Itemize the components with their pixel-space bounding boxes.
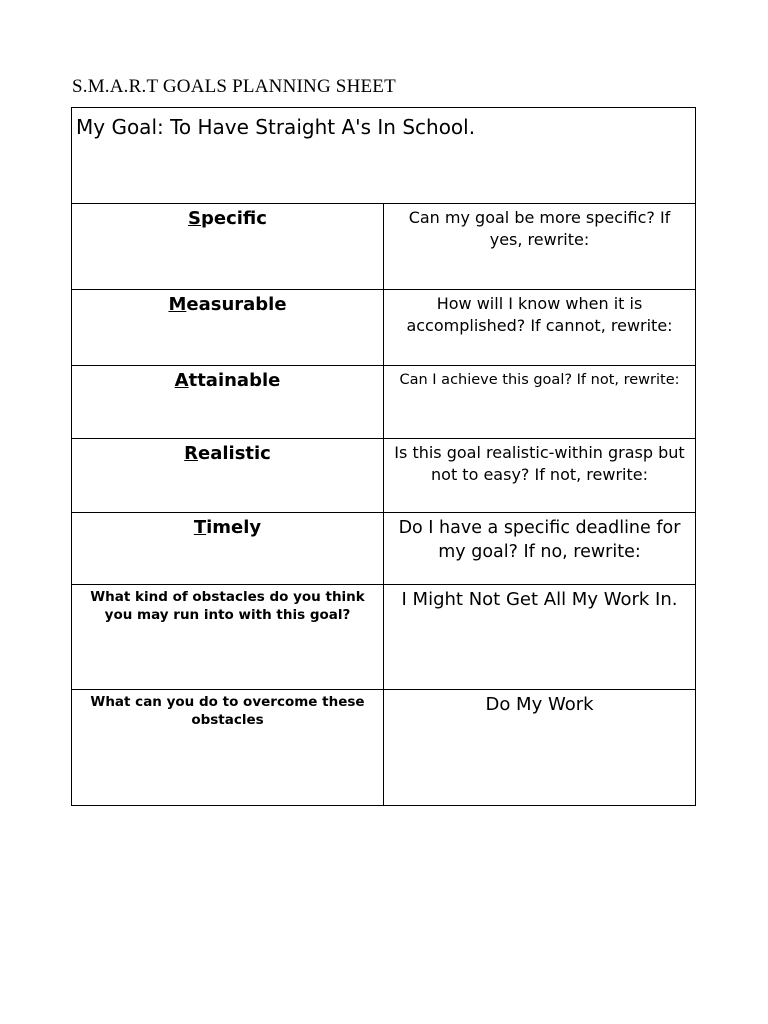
specific-rest: pecific [201,208,267,229]
attainable-rest: ttainable [188,370,281,391]
timely-label [72,513,384,585]
timely-initial: T [193,517,207,538]
timely-row [72,513,696,585]
overcome-answer: Do My Work [485,694,594,715]
realistic-initial: R [184,443,198,464]
measurable-initial: M [168,294,187,315]
sheet-title: S.M.A.R.T GOALS PLANNING SHEET [72,76,396,97]
measurable-label [72,290,384,366]
obstacles-question: What kind of obstacles do you think you may run into with this goal? [90,589,365,623]
attainable-label [72,366,384,439]
specific-row [72,204,696,290]
specific-prompt: Can my goal be more specific? If yes, rewrite: [408,208,671,249]
measurable-rest: easurable [186,294,287,315]
obstacles-row [72,585,696,690]
obstacles-question-cell [72,585,384,690]
obstacles-answer: I Might Not Get All My Work In. [401,589,678,610]
timely-rest: imely [206,517,262,538]
specific-initial: S [188,208,201,229]
overcome-row [72,690,696,806]
overcome-question: What can you do to overcome these obstacles [90,694,365,728]
overcome-answer-cell [384,690,696,806]
realistic-prompt: Is this goal realistic-within grasp but not to easy? If not, rewrite: [394,443,685,484]
attainable-initial: A [174,370,189,391]
smart-goals-table [71,107,696,806]
realistic-row [72,439,696,513]
attainable-prompt: Can I achieve this goal? If not, rewrite: [399,372,680,388]
overcome-question-cell [72,690,384,806]
measurable-prompt: How will I know when it is accomplished? If cannot, rewrite: [406,294,673,335]
realistic-prompt-cell [384,439,696,513]
timely-prompt: Do I have a specific deadline for my goal? If no, rewrite: [398,518,681,562]
specific-label [72,204,384,290]
specific-prompt-cell [384,204,696,290]
attainable-prompt-cell [384,366,696,439]
goal-statement: My Goal: To Have Straight A's In School. [72,108,696,204]
measurable-prompt-cell [384,290,696,366]
obstacles-answer-cell [384,585,696,690]
goal-row [72,108,696,204]
timely-prompt-cell [384,513,696,585]
realistic-rest: ealistic [198,443,271,464]
realistic-label [72,439,384,513]
measurable-row [72,290,696,366]
attainable-row [72,366,696,439]
